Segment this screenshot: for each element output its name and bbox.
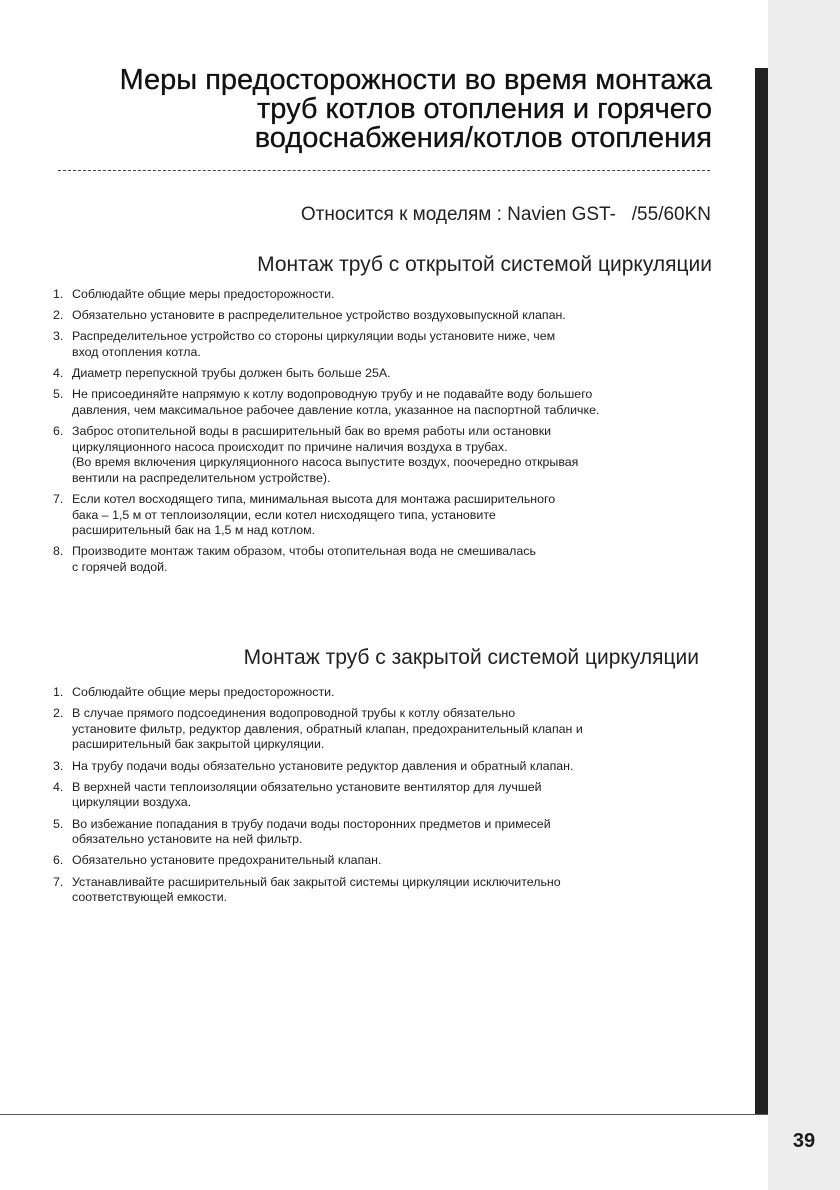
step-text-line: обязательно установите на ней фильтр. — [72, 832, 303, 847]
page-number: 39 — [792, 1130, 816, 1152]
step-text-line: циркуляции воздуха. — [72, 795, 192, 810]
section-title-closed-circulation: Монтаж труб с закрытой системой циркуляции — [243, 646, 699, 669]
step-number: 7. — [53, 492, 64, 507]
step-text-line: Диаметр перепускной трубы должен быть больше 25А. — [72, 366, 391, 381]
step-number: 2. — [53, 308, 64, 323]
step-number: 8. — [53, 544, 64, 559]
step-text-line: Во избежание попадания в трубу подачи воды посторонних предметов и примесей — [72, 816, 551, 831]
step-number: 4. — [53, 366, 64, 381]
step-item — [53, 544, 723, 575]
step-text-line: На трубу подачи воды обязательно установите редуктор давления и обратный клапан. — [72, 758, 574, 773]
step-text-line: циркуляционного насоса происходит по причине наличия воздуха в трубах. — [72, 439, 508, 454]
step-text-line: с горячей водой. — [72, 560, 168, 575]
step-text-line: расширительный бак на 1,5 м над котлом. — [72, 523, 316, 538]
step-text-line: Распределительное устройство со стороны циркуляции воды установите ниже, чем — [72, 329, 556, 344]
step-text-line: В верхней части теплоизоляции обязательно установите вентилятор для лучшей — [72, 779, 542, 794]
step-item — [53, 387, 723, 418]
step-item — [53, 685, 723, 701]
step-text-line: Заброс отопительной воды в расширительный бак во время работы или остановки — [72, 424, 552, 439]
step-text-line: расширительный бак закрытой циркуляции. — [72, 737, 325, 752]
step-number: 2. — [53, 706, 64, 721]
step-number: 6. — [53, 853, 64, 868]
step-item — [53, 706, 723, 753]
step-number: 5. — [53, 816, 64, 831]
step-text-line: соответствующей емкости. — [72, 890, 228, 905]
step-item — [53, 366, 723, 382]
step-number: 1. — [53, 287, 64, 301]
page-title-line: труб котлов отопления и горячего — [256, 93, 712, 125]
side-bar — [755, 68, 768, 1115]
step-text-line: Если котел восходящего типа, минимальная высота для монтажа расширительного — [72, 492, 556, 507]
step-text-line: (Во время включения циркуляционного насоса выпустите воздух, поочередно открывая — [72, 455, 579, 470]
step-text-line: давления, чем максимальное рабочее давление котла, указанное на паспортной табличке. — [72, 402, 600, 417]
step-text-line: Устанавливайте расширительный бак закрытой системы циркуляции исключительно — [72, 874, 561, 889]
step-item — [53, 424, 723, 486]
bottom-rule — [0, 1114, 768, 1115]
step-number: 1. — [53, 685, 64, 699]
page-title-line: водоснабжения/котлов отопления — [254, 122, 712, 154]
step-number: 6. — [53, 424, 64, 439]
step-text-line: вход отопления котла. — [72, 344, 201, 359]
step-text-line: Обязательно установите в распределительное устройство воздуховыпускной клапан. — [72, 308, 566, 323]
step-item — [53, 308, 723, 324]
page-title — [72, 66, 712, 153]
step-number: 4. — [53, 779, 64, 794]
dotted-divider — [58, 170, 710, 171]
step-text-line: бака – 1,5 м от теплоизоляции, если котел нисходящего типа, установите — [72, 507, 496, 522]
open-circulation-steps — [53, 287, 723, 581]
step-item — [53, 853, 723, 869]
step-item — [53, 759, 723, 775]
step-item — [53, 492, 723, 539]
step-text-line: Производите монтаж таким образом, чтобы отопительная вода не смешивалась — [72, 544, 536, 559]
side-panel — [768, 0, 840, 1190]
step-number: 3. — [53, 758, 64, 773]
step-text-line: Обязательно установите предохранительный клапан. — [72, 853, 382, 868]
step-item — [53, 817, 723, 848]
step-number: 7. — [53, 874, 64, 889]
step-text-line: вентили на распределительном устройстве). — [72, 470, 331, 485]
section-title-open-circulation: Монтаж труб с открытой системой циркуляции — [257, 253, 712, 276]
page-title-line: Меры предосторожности во время монтажа — [119, 64, 712, 96]
step-number: 3. — [53, 329, 64, 344]
step-text-line: Соблюдайте общие меры предосторожности. — [72, 685, 335, 699]
closed-circulation-steps — [53, 685, 723, 911]
step-text-line: В случае прямого подсоединения водопроводной трубы к котлу обязательно — [72, 706, 516, 721]
models-note: Относится к моделям : Navien GST- /55/60KN — [300, 204, 711, 225]
step-item — [53, 875, 723, 906]
step-item — [53, 287, 723, 303]
step-item — [53, 329, 723, 360]
step-text-line: Не присоединяйте напрямую к котлу водопроводную трубу и не подавайте воду большего — [72, 387, 593, 402]
step-number: 5. — [53, 387, 64, 402]
step-text-line: Соблюдайте общие меры предосторожности. — [72, 287, 335, 301]
step-text-line: установите фильтр, редуктор давления, обратный клапан, предохранительный клапан и — [72, 721, 583, 736]
step-item — [53, 780, 723, 811]
